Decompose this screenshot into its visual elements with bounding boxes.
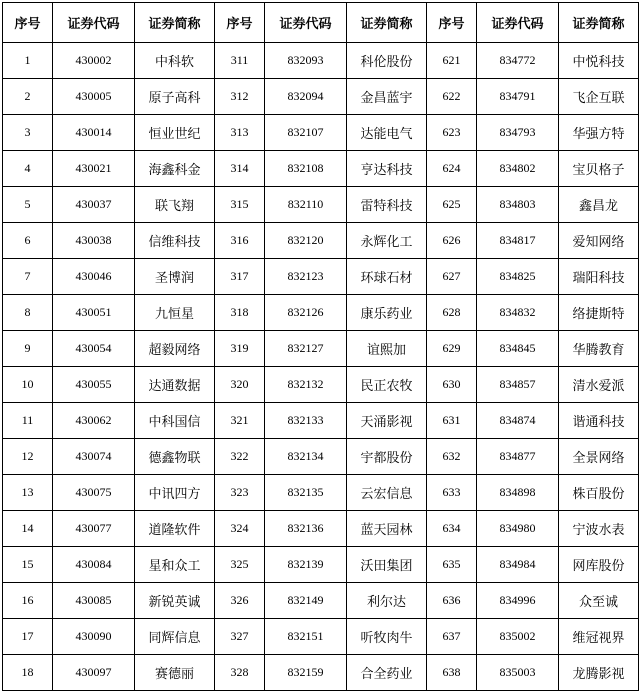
cell-seq: 630 bbox=[427, 367, 477, 403]
cell-name: 蓝天园林 bbox=[347, 511, 427, 547]
cell-name: 飞企互联 bbox=[559, 79, 639, 115]
cell-code: 430038 bbox=[53, 223, 135, 259]
cell-name: 道隆软件 bbox=[135, 511, 215, 547]
header-code: 证券代码 bbox=[53, 3, 135, 43]
cell-seq: 11 bbox=[3, 403, 53, 439]
header-name: 证券简称 bbox=[559, 3, 639, 43]
cell-name: 瑞阳科技 bbox=[559, 259, 639, 295]
cell-seq: 16 bbox=[3, 583, 53, 619]
cell-code: 430054 bbox=[53, 331, 135, 367]
cell-code: 832093 bbox=[265, 43, 347, 79]
cell-seq: 622 bbox=[427, 79, 477, 115]
header-row bbox=[3, 3, 639, 43]
stock-list-table bbox=[2, 2, 639, 691]
cell-seq: 3 bbox=[3, 115, 53, 151]
cell-seq: 627 bbox=[427, 259, 477, 295]
header-seq: 序号 bbox=[427, 3, 477, 43]
header-seq: 序号 bbox=[3, 3, 53, 43]
cell-name: 雷特科技 bbox=[347, 187, 427, 223]
table-row bbox=[3, 619, 639, 655]
cell-seq: 14 bbox=[3, 511, 53, 547]
cell-seq: 634 bbox=[427, 511, 477, 547]
table-header bbox=[3, 3, 639, 43]
cell-name: 民正农牧 bbox=[347, 367, 427, 403]
cell-name: 九恒星 bbox=[135, 295, 215, 331]
cell-seq: 314 bbox=[215, 151, 265, 187]
cell-name: 维冠视界 bbox=[559, 619, 639, 655]
cell-code: 430051 bbox=[53, 295, 135, 331]
table-row bbox=[3, 151, 639, 187]
cell-name: 谐通科技 bbox=[559, 403, 639, 439]
cell-name: 超毅网络 bbox=[135, 331, 215, 367]
table-row bbox=[3, 115, 639, 151]
cell-name: 爱知网络 bbox=[559, 223, 639, 259]
cell-seq: 7 bbox=[3, 259, 53, 295]
cell-name: 圣博润 bbox=[135, 259, 215, 295]
cell-name: 众至诚 bbox=[559, 583, 639, 619]
cell-seq: 632 bbox=[427, 439, 477, 475]
table-row bbox=[3, 43, 639, 79]
cell-name: 听牧肉牛 bbox=[347, 619, 427, 655]
cell-code: 834793 bbox=[477, 115, 559, 151]
cell-code: 834877 bbox=[477, 439, 559, 475]
cell-code: 832120 bbox=[265, 223, 347, 259]
cell-name: 华强方特 bbox=[559, 115, 639, 151]
cell-name: 利尔达 bbox=[347, 583, 427, 619]
cell-seq: 631 bbox=[427, 403, 477, 439]
cell-code: 834845 bbox=[477, 331, 559, 367]
cell-name: 天涌影视 bbox=[347, 403, 427, 439]
cell-code: 835003 bbox=[477, 655, 559, 691]
cell-code: 430075 bbox=[53, 475, 135, 511]
cell-name: 达通数据 bbox=[135, 367, 215, 403]
header-code: 证券代码 bbox=[265, 3, 347, 43]
cell-seq: 8 bbox=[3, 295, 53, 331]
cell-seq: 15 bbox=[3, 547, 53, 583]
table-row bbox=[3, 439, 639, 475]
cell-name: 宁波水表 bbox=[559, 511, 639, 547]
cell-seq: 18 bbox=[3, 655, 53, 691]
cell-seq: 2 bbox=[3, 79, 53, 115]
cell-seq: 326 bbox=[215, 583, 265, 619]
cell-code: 834874 bbox=[477, 403, 559, 439]
table-row bbox=[3, 223, 639, 259]
cell-name: 星和众工 bbox=[135, 547, 215, 583]
cell-seq: 636 bbox=[427, 583, 477, 619]
cell-code: 832108 bbox=[265, 151, 347, 187]
cell-seq: 317 bbox=[215, 259, 265, 295]
table-body bbox=[3, 43, 639, 691]
cell-seq: 311 bbox=[215, 43, 265, 79]
cell-code: 834772 bbox=[477, 43, 559, 79]
cell-seq: 6 bbox=[3, 223, 53, 259]
cell-name: 德鑫物联 bbox=[135, 439, 215, 475]
cell-name: 中科软 bbox=[135, 43, 215, 79]
header-seq: 序号 bbox=[215, 3, 265, 43]
cell-name: 合全药业 bbox=[347, 655, 427, 691]
cell-code: 832126 bbox=[265, 295, 347, 331]
cell-seq: 323 bbox=[215, 475, 265, 511]
table-row bbox=[3, 511, 639, 547]
cell-name: 清水爱派 bbox=[559, 367, 639, 403]
cell-code: 832149 bbox=[265, 583, 347, 619]
cell-name: 科伦股份 bbox=[347, 43, 427, 79]
cell-seq: 328 bbox=[215, 655, 265, 691]
cell-seq: 316 bbox=[215, 223, 265, 259]
cell-seq: 635 bbox=[427, 547, 477, 583]
cell-name: 联飞翔 bbox=[135, 187, 215, 223]
cell-seq: 325 bbox=[215, 547, 265, 583]
cell-seq: 4 bbox=[3, 151, 53, 187]
cell-name: 金昌蓝宇 bbox=[347, 79, 427, 115]
cell-code: 832139 bbox=[265, 547, 347, 583]
cell-name: 云宏信息 bbox=[347, 475, 427, 511]
cell-code: 430090 bbox=[53, 619, 135, 655]
cell-name: 宇都股份 bbox=[347, 439, 427, 475]
cell-seq: 9 bbox=[3, 331, 53, 367]
cell-code: 832123 bbox=[265, 259, 347, 295]
cell-name: 新锐英诚 bbox=[135, 583, 215, 619]
cell-seq: 324 bbox=[215, 511, 265, 547]
header-name: 证券简称 bbox=[135, 3, 215, 43]
table-row bbox=[3, 331, 639, 367]
cell-code: 430097 bbox=[53, 655, 135, 691]
cell-seq: 319 bbox=[215, 331, 265, 367]
cell-name: 网库股份 bbox=[559, 547, 639, 583]
cell-seq: 313 bbox=[215, 115, 265, 151]
cell-code: 832133 bbox=[265, 403, 347, 439]
cell-name: 络捷斯特 bbox=[559, 295, 639, 331]
table-row bbox=[3, 583, 639, 619]
cell-seq: 5 bbox=[3, 187, 53, 223]
cell-seq: 321 bbox=[215, 403, 265, 439]
cell-seq: 315 bbox=[215, 187, 265, 223]
cell-code: 430062 bbox=[53, 403, 135, 439]
cell-code: 430085 bbox=[53, 583, 135, 619]
cell-code: 834817 bbox=[477, 223, 559, 259]
cell-code: 834825 bbox=[477, 259, 559, 295]
table-row bbox=[3, 547, 639, 583]
cell-seq: 17 bbox=[3, 619, 53, 655]
cell-seq: 626 bbox=[427, 223, 477, 259]
cell-code: 832107 bbox=[265, 115, 347, 151]
cell-code: 834791 bbox=[477, 79, 559, 115]
cell-name: 沃田集团 bbox=[347, 547, 427, 583]
cell-code: 430074 bbox=[53, 439, 135, 475]
cell-name: 康乐药业 bbox=[347, 295, 427, 331]
cell-code: 832136 bbox=[265, 511, 347, 547]
cell-seq: 318 bbox=[215, 295, 265, 331]
cell-seq: 621 bbox=[427, 43, 477, 79]
cell-seq: 1 bbox=[3, 43, 53, 79]
cell-seq: 633 bbox=[427, 475, 477, 511]
cell-name: 全景网络 bbox=[559, 439, 639, 475]
header-name: 证券简称 bbox=[347, 3, 427, 43]
cell-name: 中科国信 bbox=[135, 403, 215, 439]
cell-name: 华腾教育 bbox=[559, 331, 639, 367]
cell-name: 原子高科 bbox=[135, 79, 215, 115]
cell-code: 834857 bbox=[477, 367, 559, 403]
cell-seq: 10 bbox=[3, 367, 53, 403]
cell-seq: 623 bbox=[427, 115, 477, 151]
cell-code: 832134 bbox=[265, 439, 347, 475]
table-row bbox=[3, 187, 639, 223]
table-row bbox=[3, 259, 639, 295]
cell-seq: 628 bbox=[427, 295, 477, 331]
cell-name: 亨达科技 bbox=[347, 151, 427, 187]
cell-code: 430046 bbox=[53, 259, 135, 295]
cell-name: 海鑫科金 bbox=[135, 151, 215, 187]
cell-code: 430002 bbox=[53, 43, 135, 79]
table-row bbox=[3, 79, 639, 115]
cell-name: 宝贝格子 bbox=[559, 151, 639, 187]
cell-code: 832151 bbox=[265, 619, 347, 655]
cell-code: 832132 bbox=[265, 367, 347, 403]
cell-code: 430077 bbox=[53, 511, 135, 547]
cell-name: 同辉信息 bbox=[135, 619, 215, 655]
cell-seq: 13 bbox=[3, 475, 53, 511]
cell-code: 430055 bbox=[53, 367, 135, 403]
cell-code: 832094 bbox=[265, 79, 347, 115]
cell-name: 恒业世纪 bbox=[135, 115, 215, 151]
cell-name: 中悦科技 bbox=[559, 43, 639, 79]
cell-code: 430037 bbox=[53, 187, 135, 223]
cell-code: 834832 bbox=[477, 295, 559, 331]
cell-code: 834898 bbox=[477, 475, 559, 511]
cell-name: 谊熙加 bbox=[347, 331, 427, 367]
cell-code: 835002 bbox=[477, 619, 559, 655]
cell-code: 430021 bbox=[53, 151, 135, 187]
cell-code: 832127 bbox=[265, 331, 347, 367]
cell-code: 430005 bbox=[53, 79, 135, 115]
cell-name: 达能电气 bbox=[347, 115, 427, 151]
cell-seq: 12 bbox=[3, 439, 53, 475]
cell-code: 430084 bbox=[53, 547, 135, 583]
cell-name: 株百股份 bbox=[559, 475, 639, 511]
table-row bbox=[3, 295, 639, 331]
cell-code: 834980 bbox=[477, 511, 559, 547]
cell-name: 龙腾影视 bbox=[559, 655, 639, 691]
cell-seq: 624 bbox=[427, 151, 477, 187]
cell-seq: 322 bbox=[215, 439, 265, 475]
cell-name: 环球石材 bbox=[347, 259, 427, 295]
cell-seq: 312 bbox=[215, 79, 265, 115]
cell-seq: 327 bbox=[215, 619, 265, 655]
cell-code: 834803 bbox=[477, 187, 559, 223]
table-row bbox=[3, 475, 639, 511]
cell-seq: 320 bbox=[215, 367, 265, 403]
cell-name: 信维科技 bbox=[135, 223, 215, 259]
cell-name: 永辉化工 bbox=[347, 223, 427, 259]
cell-name: 赛德丽 bbox=[135, 655, 215, 691]
table-row bbox=[3, 655, 639, 691]
cell-code: 832159 bbox=[265, 655, 347, 691]
cell-code: 832110 bbox=[265, 187, 347, 223]
cell-seq: 625 bbox=[427, 187, 477, 223]
cell-seq: 629 bbox=[427, 331, 477, 367]
header-code: 证券代码 bbox=[477, 3, 559, 43]
cell-seq: 637 bbox=[427, 619, 477, 655]
table-row bbox=[3, 367, 639, 403]
cell-code: 834802 bbox=[477, 151, 559, 187]
table-row bbox=[3, 403, 639, 439]
cell-code: 430014 bbox=[53, 115, 135, 151]
cell-name: 鑫昌龙 bbox=[559, 187, 639, 223]
cell-code: 834996 bbox=[477, 583, 559, 619]
cell-seq: 638 bbox=[427, 655, 477, 691]
cell-name: 中讯四方 bbox=[135, 475, 215, 511]
cell-code: 832135 bbox=[265, 475, 347, 511]
cell-code: 834984 bbox=[477, 547, 559, 583]
